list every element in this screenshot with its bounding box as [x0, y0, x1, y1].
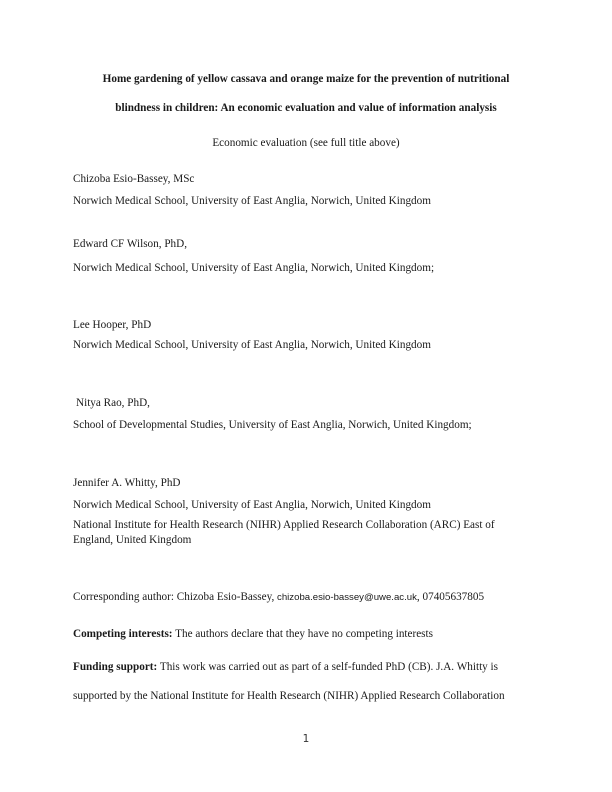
- competing-interests: [73, 627, 433, 641]
- author-name: Nitya Rao, PhD,: [76, 397, 150, 409]
- author-name: Lee Hooper, PhD: [73, 319, 152, 331]
- author-affiliation: Norwich Medical School, University of East Anglia, Norwich, United Kingdom: [73, 195, 431, 207]
- author-name: Chizoba Esio-Bassey, MSc: [73, 173, 195, 185]
- author-name: Edward CF Wilson, PhD,: [73, 238, 188, 250]
- author-affiliation: Norwich Medical School, University of East Anglia, Norwich, United Kingdom: [73, 339, 431, 351]
- page-number: 1: [302, 733, 310, 745]
- corresponding-prefix: Corresponding author: Chizoba Esio-Bassey,: [73, 591, 275, 603]
- corresponding-author: [73, 590, 484, 605]
- title-line-2: blindness in children: An economic evaluation and value of information analysis: [115, 102, 497, 114]
- title-line-1: Home gardening of yellow cassava and orange maize for the prevention of nutritional: [102, 73, 510, 85]
- corresponding-email[interactable]: chizoba.esio-bassey@uwe.ac.uk: [277, 592, 417, 603]
- author-affiliation: Norwich Medical School, University of East Anglia, Norwich, United Kingdom: [73, 499, 431, 511]
- running-title: Economic evaluation (see full title above): [212, 137, 400, 149]
- author-affiliation: Norwich Medical School, University of East Anglia, Norwich, United Kingdom;: [73, 262, 435, 274]
- author-affiliation: National Institute for Health Research (NIHR) Applied Research Collaboration (ARC) East of: [73, 519, 495, 531]
- author-name: Jennifer A. Whitty, PhD: [73, 477, 181, 489]
- competing-interests-label: Competing interests:: [73, 628, 173, 640]
- funding-support: [73, 660, 498, 674]
- funding-support-text: This work was carried out as part of a self-funded PhD (CB). J.A. Whitty is: [159, 661, 499, 673]
- funding-support-line-2: supported by the National Institute for Health Research (NIHR) Applied Research Collaboration: [73, 690, 505, 702]
- author-affiliation: England, United Kingdom: [73, 534, 192, 546]
- author-affiliation: School of Developmental Studies, University of East Anglia, Norwich, United Kingdom;: [73, 419, 472, 431]
- funding-support-label: Funding support:: [73, 661, 158, 673]
- corresponding-phone: , 07405637805: [416, 591, 485, 603]
- competing-interests-text: The authors declare that they have no competing interests: [175, 628, 433, 640]
